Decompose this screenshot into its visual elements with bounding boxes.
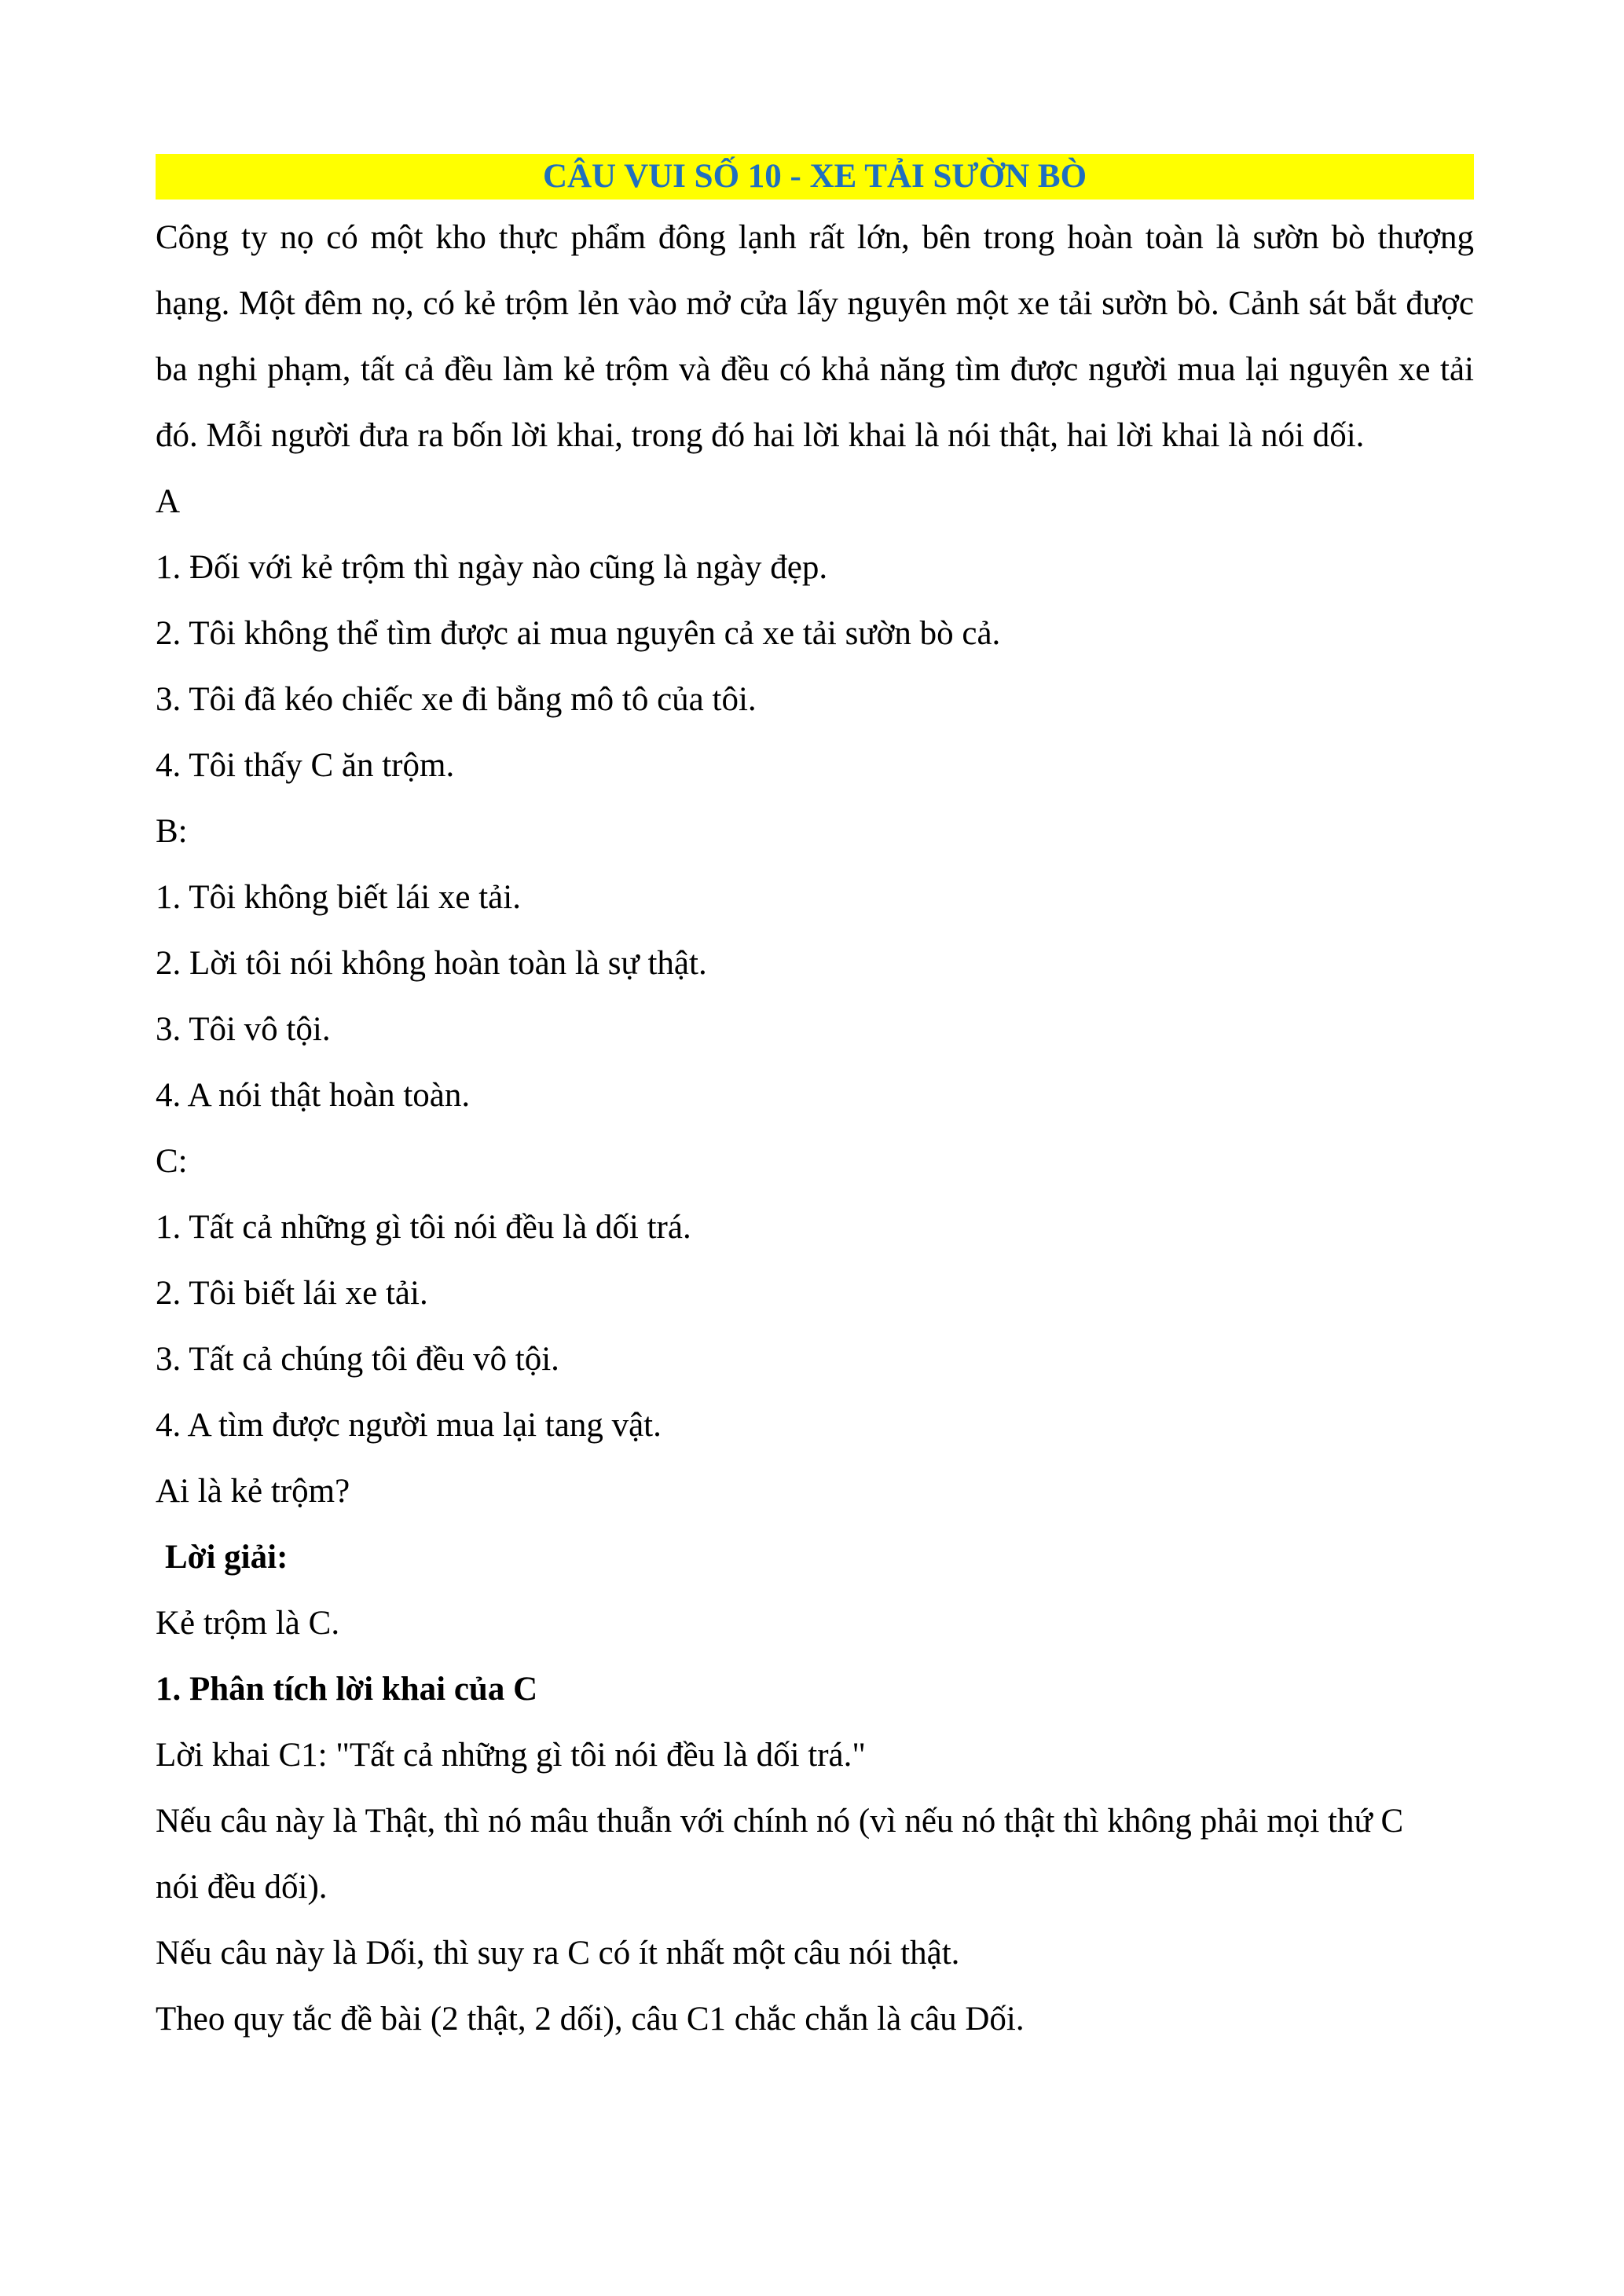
c1-quote: Lời khai C1: "Tất cả những gì tôi nói đều là dối trá." (156, 1737, 866, 1774)
suspect-b-label: B: (156, 813, 188, 850)
suspect-a-statement-2: 2. Tôi không thể tìm được ai mua nguyên cả xe tải sườn bò cả. (156, 615, 1001, 652)
suspect-c-label: C: (156, 1143, 188, 1180)
rule-line: Theo quy tắc đề bài (2 thật, 2 dối), câu C1 chắc chắn là câu Dối. (156, 2001, 1025, 2038)
suspect-c-statement-2: 2. Tôi biết lái xe tải. (156, 1275, 428, 1312)
question: Ai là kẻ trộm? (156, 1473, 350, 1510)
solution-heading: Lời giải: (165, 1539, 288, 1576)
suspect-a-statement-1: 1. Đối với kẻ trộm thì ngày nào cũng là ngày đẹp. (156, 549, 828, 586)
document-title: CÂU VUI SỐ 10 - XE TẢI SƯỜN BÒ (156, 154, 1474, 200)
suspect-b-statement-3: 3. Tôi vô tội. (156, 1011, 331, 1048)
suspect-b-statement-2: 2. Lời tôi nói không hoàn toàn là sự thật. (156, 945, 707, 982)
suspect-b-statement-1: 1. Tôi không biết lái xe tải. (156, 879, 521, 916)
suspect-a-label: A (156, 483, 181, 520)
suspect-b-statement-4: 4. A nói thật hoàn toàn. (156, 1077, 471, 1114)
if-true-paragraph: Nếu câu này là Thật, thì nó mâu thuẫn với chính nó (vì nếu nó thật thì không phải mọi thứ C nói đều dối). (156, 1803, 1404, 1906)
intro-paragraph: Công ty nọ có một kho thực phẩm đông lạnh rất lớn, bên trong hoàn toàn là sườn bò thượng hạng. Một đêm nọ, có kẻ trộm lẻn vào mở cửa lấy nguyên một xe tải sườn bò. Cảnh sát bắt được ba nghi phạm, tất cả đều làm kẻ trộm và đều có khả năng tìm được người mua lại nguyên xe tải đó. Mỗi người đưa ra bốn lời khai, trong đó hai lời khai là nói thật, hai lời khai là nói dối. (156, 219, 1474, 454)
suspect-c-statement-1: 1. Tất cả những gì tôi nói đều là dối trá. (156, 1209, 691, 1246)
suspect-c-statement-4: 4. A tìm được người mua lại tang vật. (156, 1407, 662, 1444)
answer: Kẻ trộm là C. (156, 1605, 340, 1642)
suspect-c-statement-3: 3. Tất cả chúng tôi đều vô tội. (156, 1341, 559, 1378)
suspect-a-statement-4: 4. Tôi thấy C ăn trộm. (156, 747, 455, 784)
document-content (156, 154, 1474, 2052)
if-false-line: Nếu câu này là Dối, thì suy ra C có ít nhất một câu nói thật. (156, 1935, 960, 1972)
suspect-a-statement-3: 3. Tôi đã kéo chiếc xe đi bằng mô tô của tôi. (156, 681, 757, 718)
section1-heading: 1. Phân tích lời khai của C (156, 1671, 538, 1708)
